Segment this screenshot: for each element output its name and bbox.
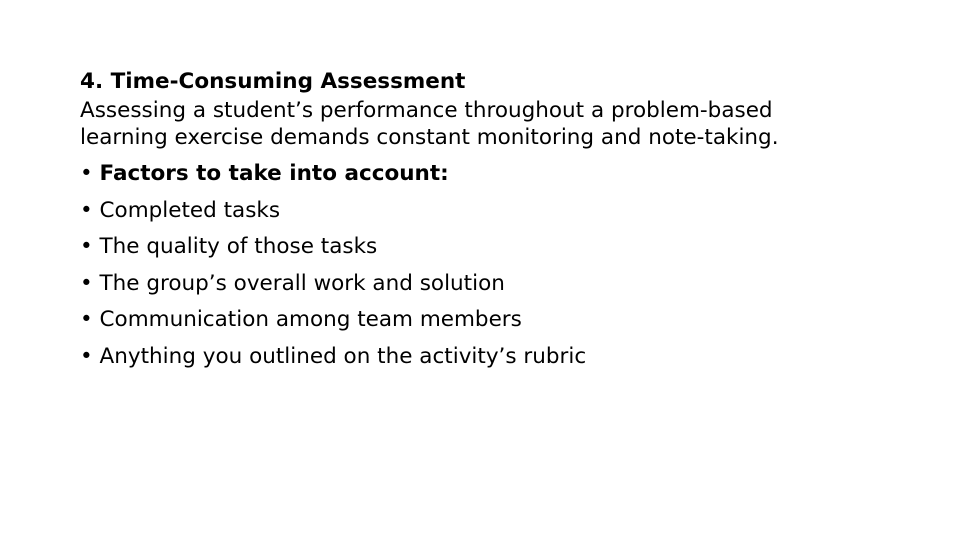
bullet-icon: • bbox=[80, 307, 100, 332]
list-item bbox=[80, 197, 880, 224]
bullet-icon: • bbox=[80, 197, 100, 223]
intro-paragraph: Assessing a student’s performance throughout a problem-based learning exercise demands constant monitoring and note-taking. bbox=[80, 98, 779, 150]
list-item bbox=[80, 270, 880, 297]
list-item-text: Anything you outlined on the activity’s rubric bbox=[99, 343, 587, 369]
list-item bbox=[80, 306, 880, 333]
factors-heading: Factors to take into account: bbox=[99, 161, 449, 186]
list-item-text: Completed tasks bbox=[99, 197, 281, 223]
slide-content bbox=[80, 68, 880, 379]
list-item bbox=[80, 343, 880, 370]
bullet-icon: • bbox=[80, 343, 100, 369]
slide-title: 4. Time-Consuming Assessment bbox=[80, 69, 466, 94]
bullet-icon: • bbox=[80, 161, 100, 186]
list-item bbox=[80, 233, 880, 260]
bullet-icon: • bbox=[80, 270, 100, 296]
factors-heading-row bbox=[80, 160, 880, 187]
list-item-text: The quality of those tasks bbox=[99, 234, 378, 259]
list-item-text: Communication among team members bbox=[99, 307, 522, 332]
list-item-text: The group’s overall work and solution bbox=[99, 270, 505, 296]
bullet-icon: • bbox=[80, 234, 100, 259]
